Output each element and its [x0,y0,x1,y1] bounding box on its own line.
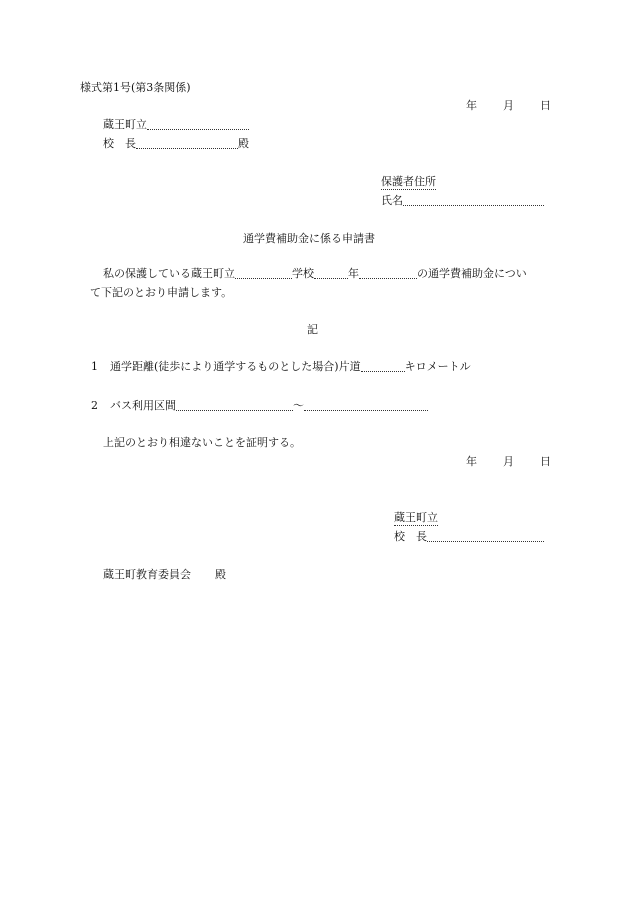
item-2-number: 2 [91,399,98,412]
item-1 [91,360,471,374]
cert-principal: 校 長 [394,530,427,543]
body-line-2: て下記のとおり申請します。 [90,286,233,299]
school-name-blank[interactable] [147,118,249,130]
form-number: 様式第1号(第3条関係) [80,81,191,94]
item-2-text: バス利用区間 [110,399,176,412]
body-prefix: 私の保護している蔵王町立 [103,267,235,280]
guardian-address-label: 保護者住所 [381,175,436,188]
day-label: 日 [540,455,551,468]
body-student-blank[interactable] [359,267,417,279]
guardian-name-label: 氏名 [381,194,403,207]
recipient-name: 蔵王町教育委員会 [103,568,191,581]
addressee-principal: 校 長 [103,137,136,150]
guardian-name-blank[interactable] [403,194,544,206]
cert-principal-blank[interactable] [427,530,544,542]
body-line-1 [103,267,527,281]
body-school-blank[interactable] [235,267,292,279]
guardian-name-line [381,194,544,208]
body-suffix: の通学費補助金につい [417,267,527,280]
addressee-principal-line [103,137,249,151]
addressee-honorific: 殿 [238,137,249,150]
certify-text: 上記のとおり相違ないことを証明する。 [103,436,301,449]
cert-school-line [394,511,438,525]
item-2-tilde: ～ [293,399,304,412]
addressee-town-school: 蔵王町立 [103,118,147,131]
month-label: 月 [503,455,514,468]
cert-town-school: 蔵王町立 [394,511,438,524]
body-grade-suffix: 年 [348,267,359,280]
date-top [466,99,551,113]
cert-principal-line [394,530,544,544]
year-label: 年 [466,455,477,468]
body-school-suffix: 学校 [292,267,314,280]
recipient-line [103,568,226,582]
body-grade-blank[interactable] [314,267,348,279]
bus-to-blank[interactable] [304,399,428,411]
item-1-unit: キロメートル [404,360,471,373]
month-label: 月 [503,99,514,112]
item-1-number: 1 [91,360,98,373]
addressee-school-line [103,118,249,132]
distance-blank[interactable] [361,360,405,372]
item-2 [91,399,428,413]
principal-name-blank[interactable] [136,137,238,149]
date-bottom [466,455,551,469]
bus-from-blank[interactable] [176,399,293,411]
ki-heading: 記 [307,323,318,336]
day-label: 日 [540,99,551,112]
item-1-text: 通学距離(徒歩により通学するものとした場合)片道 [110,360,361,373]
year-label: 年 [466,99,477,112]
guardian-address-line [381,175,436,189]
document-title: 通学費補助金に係る申請書 [243,232,375,245]
recipient-honorific: 殿 [215,568,226,581]
